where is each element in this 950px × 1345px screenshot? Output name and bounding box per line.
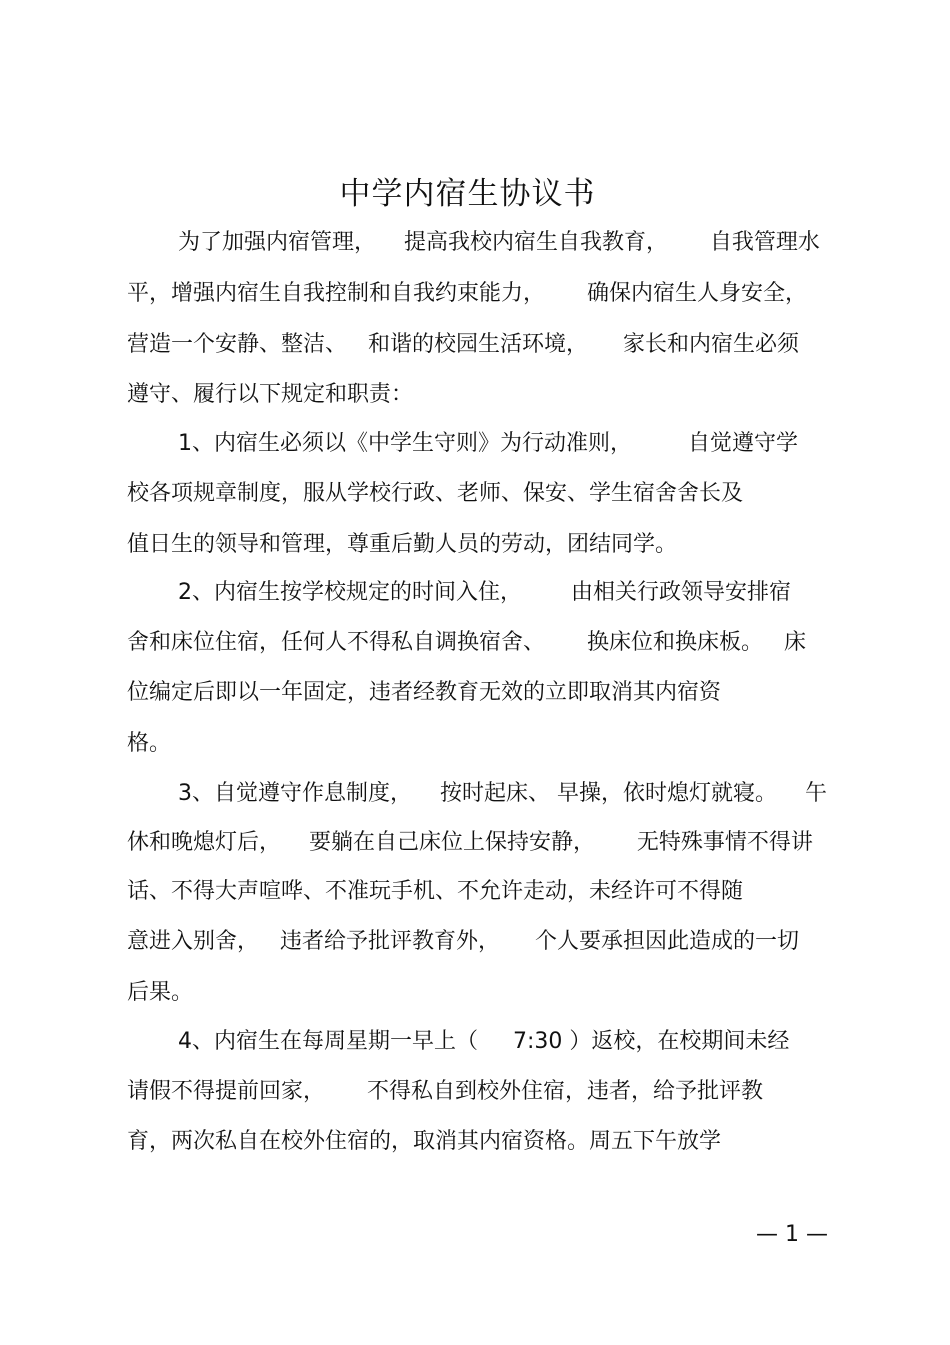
paragraph-line: 请假不得提前回家， 不得私自到校外住宿，违者，给予批评教: [127, 1079, 763, 1104]
paragraph-line: 校各项规章制度，服从学校行政、老师、保安、学生宿舍舍长及: [127, 481, 744, 506]
paragraph-line: 休和晚熄灯后， 要躺在自己床位上保持安静， 无特殊事情不得讲: [127, 830, 813, 855]
paragraph-line: 为了加强内宿管理， 提高我校内宿生自我教育， 自我管理水: [178, 230, 820, 255]
paragraph-line: 1、内宿生必须以《中学生守则》为行动准则， 自觉遵守学: [178, 431, 798, 456]
paragraph-line: 值日生的领导和管理，尊重后勤人员的劳动，团结同学。: [127, 532, 678, 557]
paragraph-line: 4、内宿生在每周星期一早上（ 7:30 ）返校，在校期间未经: [178, 1029, 790, 1054]
paragraph-line: 意进入别舍， 违者给予批评教育外， 个人要承担因此造成的一切: [127, 929, 799, 954]
paragraph-line: 后果。: [127, 980, 194, 1005]
page-number: — 1 —: [756, 1222, 828, 1247]
paragraph-line: 2、内宿生按学校规定的时间入住， 由相关行政领导安排宿: [178, 580, 791, 605]
paragraph-line: 育，两次私自在校外住宿的，取消其内宿资格。周五下午放学: [127, 1129, 722, 1154]
paragraph-line: 舍和床位住宿，任何人不得私自调换宿舍、 换床位和换床板。 床: [127, 630, 806, 655]
paragraph-line: 平，增强内宿生自我控制和自我约束能力， 确保内宿生人身安全，: [127, 281, 807, 306]
document-title: 中学内宿生协议书: [339, 176, 596, 212]
paragraph-line: 遵守、履行以下规定和职责：: [127, 382, 414, 407]
paragraph-line: 营造一个安静、整洁、 和谐的校园生活环境， 家长和内宿生必须: [127, 332, 799, 357]
paragraph-line: 格。: [127, 731, 172, 756]
paragraph-line: 3、自觉遵守作息制度， 按时起床、 早操，依时熄灯就寝。 午: [178, 781, 827, 806]
paragraph-line: 位编定后即以一年固定，违者经教育无效的立即取消其内宿资: [127, 680, 722, 705]
paragraph-line: 话、不得大声喧哗、不准玩手机、不允许走动，未经许可不得随: [127, 879, 744, 904]
